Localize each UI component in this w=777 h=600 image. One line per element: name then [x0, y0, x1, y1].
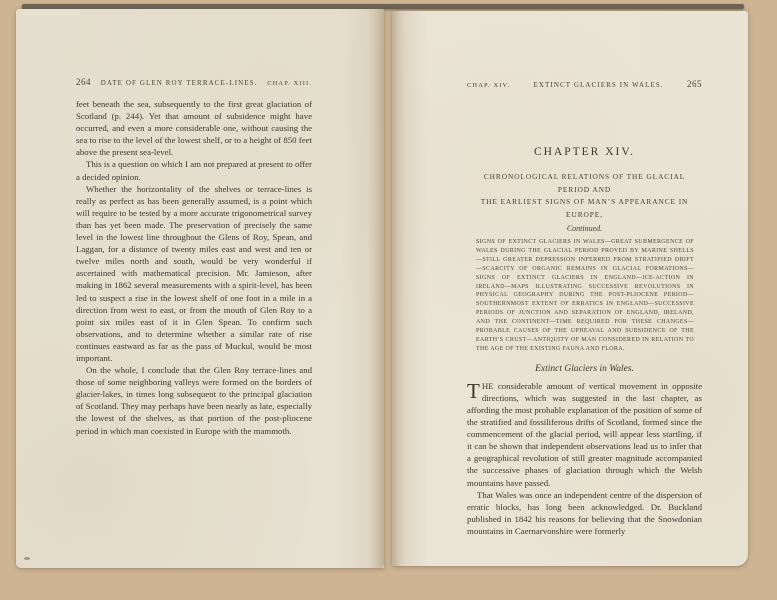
- right-running-title: EXTINCT GLACIERS IN WALES.: [533, 81, 664, 89]
- chapter-subtitle: [467, 171, 702, 221]
- chapter-heading: CHAPTER XIV.: [533, 146, 636, 158]
- left-page-number: 264: [76, 77, 91, 87]
- body-paragraph: That Wales was once an independent centre of the dispersion of erratic blocks, has long been acknowledged. Dr. Buckland published in 1842 his reasons for believing that the Snowdonian mountains in Caernarvonshire were formerly: [467, 489, 702, 536]
- right-text-block: [467, 11, 702, 537]
- left-text-block: [76, 9, 312, 437]
- left-running-title: DATE OF GLEN ROY TERRACE-LINES.: [100, 79, 258, 87]
- right-page-number: 265: [686, 79, 702, 89]
- section-heading: Extinct Glaciers in Wales.: [535, 363, 634, 374]
- chapter-subtitle-line2: THE EARLIEST SIGNS OF MAN’S APPEARANCE IN EUROPE,: [480, 197, 689, 219]
- drop-cap: T: [467, 378, 480, 403]
- body-paragraph: Whether the horizontality of the shelves or terrace-lines is really as perfect as has been generally assumed, is a point which will require to be tested by a more accurate trigonometrical survey than has yet been made. The preservation of precisely the same level in the lowest line throughout the Glens of Roy, Spean, and Laggan, for a distance of twenty miles east and west and ten or twelve miles north and south, would be very wonderful if ascertained with mathematical precision. Mr. Jamieson, after making in 1862 several measurements with a spirit-level, has been led to suspect a rise in the lowest shelf of one foot in a mile in a direction from west to east, or from the mouth of Glen Roy to a point six miles east of it in Glen Spean. To confirm such observations, and to determine whether a similar rate of rise continues eastward as far as the pass of Muckul, would be most important.: [76, 183, 312, 363]
- left-running-head: [76, 77, 312, 87]
- body-paragraph: On the whole, I conclude that the Glen Roy terrace-lines and those of some neighboring valleys were formed on the borders of glacier-lakes, in times long subsequent to the principal glaciation of Scotland. They may perhaps have been nearly as late, especially the lowest of the shelves, as that portion of the post-pliocene period in which man coexisted in Europe with the mammoth.: [76, 365, 312, 436]
- left-body-text: [76, 98, 312, 437]
- opening-paragraph-text: HE considerable amount of vertical movement in opposite directions, which was suggested in the last chapter, as affording the most probable explanation of the position of some of the stratified and fossiliferous drifts of Scotland, formed since the commencement of the glacial period, will appear less startling, if it can be shown that independent observations lead us to infer that a geographical revolution of still greater magnitude accompanied the successive phases of glaciation through which the Welsh mountains have passed.: [467, 380, 702, 488]
- body-paragraph: feet beneath the sea, subsequently to the first great glaciation of Scotland (p. 244). Yet that amount of subsidence might have occurred, and even a more considerable one, without causing the sea to rise to the level of the lowest shelf, or to a height of 850 feet above the present sea-level.: [76, 99, 312, 158]
- left-chapter-label: CHAP. XIII.: [267, 80, 312, 87]
- chapter-syllabus: SIGNS OF EXTINCT GLACIERS IN WALES—GREAT SUBMERGENCE OF WALES DURING THE GLACIAL PERIOD PROVED BY MARINE SHELLS —STILL GREATER DEPRESSION INFERRED FROM STRATIFIED DRIFT —SCARCITY OF ORGANIC REMAINS IN GLACIAL FORMATIONS—SIGNS OF EXTINCT GLACIERS IN ENGLAND—ICE-ACTION IN IRELAND—MAPS ILLUSTRATING SUCCESSIVE REVOLUTIONS IN PHYSICAL GEOGRAPHY DURING THE POST-PLIOCENE PERIOD—SOUTHERNMOST EXTENT OF ERRATICS IN ENGLAND—SUCCESSIVE PERIODS OF JUNCTION AND SEPARATION OF ENGLAND, IRELAND, AND THE CONTINENT—TIME REQUIRED FOR THESE CHANGES—PROBABLE CAUSES OF THE UPHEAVAL AND SUBSIDENCE OF THE EARTH’S CRUST—ANTIQUITY OF MAN CONSIDERED IN RELATION TO THE AGE OF THE EXISTING FAUNA AND FLORA.: [476, 239, 694, 352]
- paper-speck: [24, 557, 30, 560]
- left-page: [16, 9, 384, 568]
- continued-label: Continued.: [566, 224, 603, 233]
- right-body-text: [467, 380, 702, 537]
- chapter-subtitle-line1: CHRONOLOGICAL RELATIONS OF THE GLACIAL PERIOD AND: [483, 172, 686, 194]
- body-paragraph: This is a question on which I am not prepared at present to offer a decided opinion.: [76, 159, 312, 182]
- right-running-head: [467, 79, 702, 89]
- right-page: [392, 11, 748, 566]
- opening-paragraph: [467, 380, 702, 489]
- right-chapter-label: CHAP. XIV.: [467, 82, 511, 89]
